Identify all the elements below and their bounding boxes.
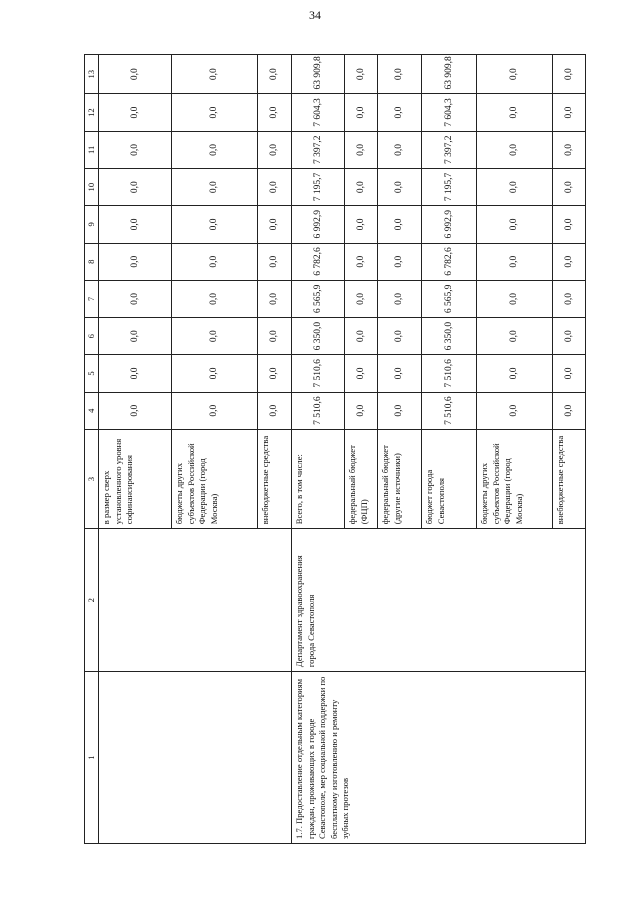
value-cell: 0,0 bbox=[553, 280, 586, 317]
value-cell: 0,0 bbox=[345, 318, 378, 355]
source-cell: внебюджетные средства bbox=[553, 429, 586, 528]
value-cell: 0,0 bbox=[258, 94, 292, 131]
value-cell: 0,0 bbox=[378, 206, 422, 243]
value-cell: 0,0 bbox=[258, 55, 292, 94]
value-cell: 0,0 bbox=[99, 131, 172, 168]
header-row bbox=[85, 55, 99, 844]
value-cell: 7 195,7 bbox=[292, 169, 345, 206]
page-number: 34 bbox=[309, 8, 321, 22]
value-cell: 0,0 bbox=[345, 94, 378, 131]
header-cell: 5 bbox=[85, 355, 99, 392]
header-cell: 2 bbox=[85, 529, 99, 672]
value-cell: 0,0 bbox=[258, 280, 292, 317]
value-cell: 0,0 bbox=[477, 55, 553, 94]
value-cell: 0,0 bbox=[172, 55, 258, 94]
value-cell: 7 510,6 bbox=[292, 392, 345, 429]
value-cell: 0,0 bbox=[477, 392, 553, 429]
value-cell: 0,0 bbox=[99, 318, 172, 355]
value-cell: 0,0 bbox=[553, 169, 586, 206]
value-cell: 6 992,9 bbox=[292, 206, 345, 243]
value-cell: 6 350,0 bbox=[292, 318, 345, 355]
header-cell: 3 bbox=[85, 429, 99, 528]
value-cell: 6 782,6 bbox=[292, 243, 345, 280]
value-cell: 0,0 bbox=[172, 392, 258, 429]
value-cell: 63 909,8 bbox=[422, 55, 477, 94]
value-cell: 0,0 bbox=[258, 243, 292, 280]
value-cell: 0,0 bbox=[99, 280, 172, 317]
header-cell: 9 bbox=[85, 206, 99, 243]
value-cell: 0,0 bbox=[172, 318, 258, 355]
value-cell: 0,0 bbox=[258, 392, 292, 429]
value-cell: 0,0 bbox=[553, 55, 586, 94]
value-cell: 0,0 bbox=[258, 206, 292, 243]
budget-table bbox=[84, 54, 586, 844]
value-cell: 0,0 bbox=[378, 318, 422, 355]
executor-cell: Департамент здравоохранения города Севастополя bbox=[292, 529, 586, 672]
value-cell: 0,0 bbox=[99, 392, 172, 429]
value-cell: 0,0 bbox=[258, 131, 292, 168]
source-cell: внебюджетные средства bbox=[258, 429, 292, 528]
value-cell: 0,0 bbox=[553, 318, 586, 355]
header-cell: 13 bbox=[85, 55, 99, 94]
header-cell: 7 bbox=[85, 280, 99, 317]
value-cell: 7 397,2 bbox=[292, 131, 345, 168]
value-cell: 0,0 bbox=[172, 169, 258, 206]
value-cell: 0,0 bbox=[477, 280, 553, 317]
value-cell: 0,0 bbox=[477, 94, 553, 131]
header-cell: 10 bbox=[85, 169, 99, 206]
value-cell: 0,0 bbox=[258, 318, 292, 355]
value-cell: 7 397,2 bbox=[422, 131, 477, 168]
value-cell: 0,0 bbox=[258, 355, 292, 392]
value-cell: 7 604,3 bbox=[292, 94, 345, 131]
value-cell: 0,0 bbox=[378, 55, 422, 94]
value-cell: 0,0 bbox=[99, 243, 172, 280]
measure-cell: 1.7. Предоставление отдельным категориям граждан, проживающих в городе Севастополе, мер социальной поддержки по бесплатному изготовлению и ремонту зубных протезов bbox=[292, 672, 586, 844]
value-cell: 7 510,6 bbox=[292, 355, 345, 392]
value-cell: 0,0 bbox=[172, 94, 258, 131]
value-cell: 0,0 bbox=[477, 131, 553, 168]
header-cell: 1 bbox=[85, 672, 99, 844]
table-row bbox=[99, 55, 172, 844]
value-cell: 0,0 bbox=[378, 355, 422, 392]
value-cell: 0,0 bbox=[553, 206, 586, 243]
value-cell: 7 510,6 bbox=[422, 392, 477, 429]
value-cell: 0,0 bbox=[345, 206, 378, 243]
value-cell: 0,0 bbox=[172, 355, 258, 392]
value-cell: 0,0 bbox=[553, 392, 586, 429]
rotated-table-container bbox=[84, 54, 574, 844]
value-cell: 6 350,0 bbox=[422, 318, 477, 355]
value-cell: 0,0 bbox=[99, 169, 172, 206]
value-cell: 0,0 bbox=[553, 131, 586, 168]
value-cell: 0,0 bbox=[378, 131, 422, 168]
value-cell: 0,0 bbox=[172, 131, 258, 168]
value-cell: 0,0 bbox=[553, 355, 586, 392]
value-cell: 0,0 bbox=[477, 355, 553, 392]
value-cell: 0,0 bbox=[99, 94, 172, 131]
value-cell: 0,0 bbox=[345, 131, 378, 168]
value-cell: 0,0 bbox=[553, 243, 586, 280]
header-cell: 12 bbox=[85, 94, 99, 131]
source-cell: бюджеты других субъектов Российской Федерации (город Москва) bbox=[172, 429, 258, 528]
value-cell: 0,0 bbox=[345, 243, 378, 280]
table-row bbox=[292, 55, 345, 844]
value-cell: 0,0 bbox=[378, 280, 422, 317]
value-cell: 7 604,3 bbox=[422, 94, 477, 131]
source-cell: федеральный бюджет (ФЦП) bbox=[345, 429, 378, 528]
value-cell: 63 909,8 bbox=[292, 55, 345, 94]
value-cell: 0,0 bbox=[345, 392, 378, 429]
header-cell: 11 bbox=[85, 131, 99, 168]
value-cell: 6 782,6 bbox=[422, 243, 477, 280]
header-cell: 6 bbox=[85, 318, 99, 355]
value-cell: 0,0 bbox=[172, 280, 258, 317]
header-cell: 8 bbox=[85, 243, 99, 280]
source-cell: бюджет города Севастополя bbox=[422, 429, 477, 528]
value-cell: 0,0 bbox=[345, 280, 378, 317]
source-cell: Всего, в том числе: bbox=[292, 429, 345, 528]
value-cell: 0,0 bbox=[345, 355, 378, 392]
value-cell: 0,0 bbox=[378, 94, 422, 131]
value-cell: 0,0 bbox=[345, 169, 378, 206]
value-cell: 0,0 bbox=[345, 55, 378, 94]
value-cell: 0,0 bbox=[477, 169, 553, 206]
value-cell: 6 565,9 bbox=[422, 280, 477, 317]
value-cell: 0,0 bbox=[172, 206, 258, 243]
executor-cell-empty bbox=[99, 529, 292, 672]
value-cell: 0,0 bbox=[378, 392, 422, 429]
header-cell: 4 bbox=[85, 392, 99, 429]
value-cell: 0,0 bbox=[477, 206, 553, 243]
value-cell: 0,0 bbox=[378, 169, 422, 206]
value-cell: 0,0 bbox=[99, 206, 172, 243]
measure-cell-empty bbox=[99, 672, 292, 844]
value-cell: 6 565,9 bbox=[292, 280, 345, 317]
source-cell: в размер сверх установленного уровня софинансирования bbox=[99, 429, 172, 528]
value-cell: 0,0 bbox=[99, 55, 172, 94]
value-cell: 7 510,6 bbox=[422, 355, 477, 392]
value-cell: 6 992,9 bbox=[422, 206, 477, 243]
value-cell: 0,0 bbox=[172, 243, 258, 280]
value-cell: 7 195,7 bbox=[422, 169, 477, 206]
value-cell: 0,0 bbox=[99, 355, 172, 392]
value-cell: 0,0 bbox=[553, 94, 586, 131]
value-cell: 0,0 bbox=[378, 243, 422, 280]
value-cell: 0,0 bbox=[477, 243, 553, 280]
source-cell: федеральный бюджет (другие источники) bbox=[378, 429, 422, 528]
value-cell: 0,0 bbox=[477, 318, 553, 355]
source-cell: бюджеты других субъектов Российской Федерации (город Москва) bbox=[477, 429, 553, 528]
value-cell: 0,0 bbox=[258, 169, 292, 206]
